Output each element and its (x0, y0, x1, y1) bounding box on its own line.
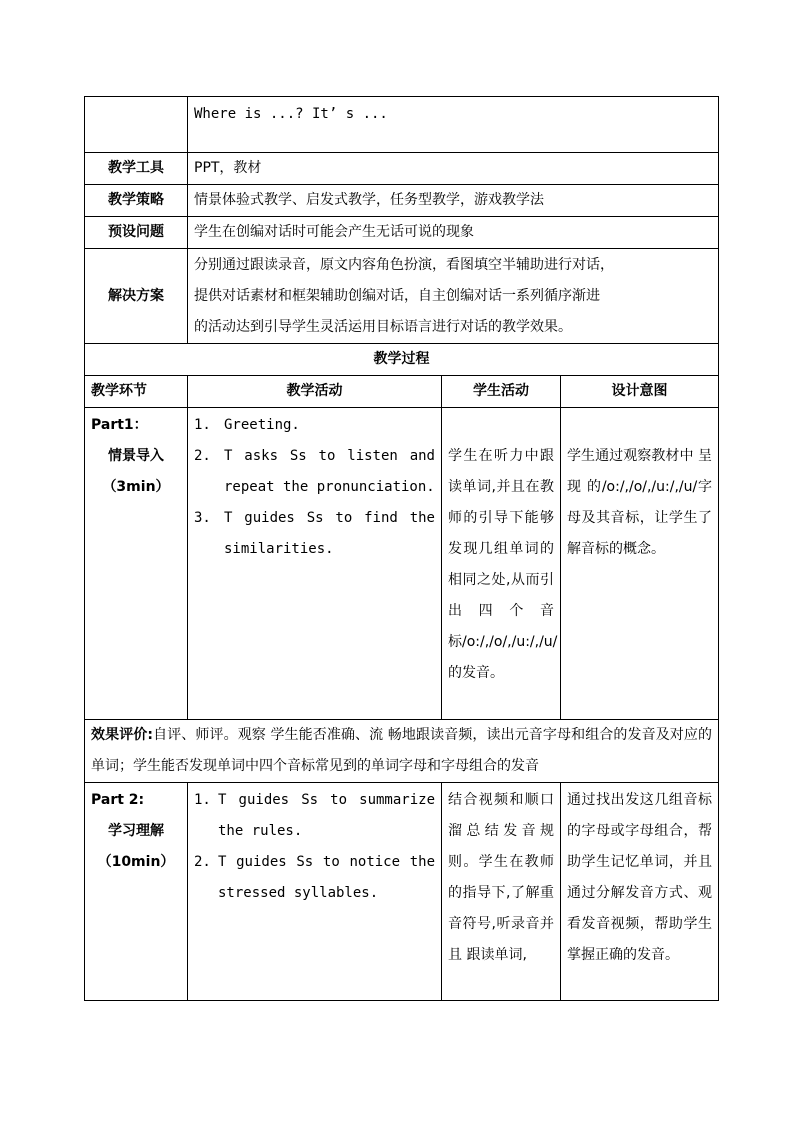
header-design: 设计意图 (561, 376, 719, 408)
part2-row (85, 783, 719, 1001)
solution-line: 的活动达到引导学生灵活运用目标语言进行对话的教学效果。 (194, 318, 572, 335)
evaluation-text: 自评、师评。观察 学生能否准确、流 畅地跟读音频，读出元音字母和组合的发音及对应的单词；学生能否发现单词中四个音标常见到的单词字母和字母组合的发音 (91, 727, 712, 774)
part1-row (85, 408, 719, 720)
part2-stage-title: Part 2: (91, 792, 145, 808)
header-student: 学生活动 (442, 376, 561, 408)
problem-value: 学生在创编对话时可能会产生无话可说的现象 (188, 217, 719, 249)
strategy-row (85, 185, 719, 217)
part1-stage-name: 情景导入 (108, 448, 164, 464)
tools-row (85, 153, 719, 185)
part2-teacher-activity (188, 783, 442, 1001)
target-language-cell: Where is ...? It’ s ... (188, 97, 719, 153)
strategy-label: 教学策略 (85, 185, 188, 217)
solution-value (188, 249, 719, 344)
top-row (85, 97, 719, 153)
evaluation-cell (85, 720, 719, 783)
problem-row (85, 217, 719, 249)
part2-design-intent: 通过找出发这几组音标的字母或字母组合，帮助学生记忆单词，并且通过分解发音方式、观看发音视频，帮助学生掌握正确的发音。 (561, 783, 719, 1001)
part2-stage-name: 学习理解 (108, 823, 164, 839)
part1-student-activity: 学生在听力中跟读单词,并且在教师的引导下能够发现几组单词的相同之处,从而引出四个音标/o:/,/o/,/u:/,/u/的发音。 (442, 408, 561, 720)
solution-line: 提供对话素材和框架辅助创编对话，自主创编对话一系列循序渐进 (194, 287, 600, 304)
part1-design-intent: 学生通过观察教材中 呈 现 的/o:/,/o/,/u:/,/u/字母及其音标，让学生了解音标的概念。 (561, 408, 719, 720)
part2-stage-time: （10min） (97, 854, 175, 870)
list-item: 2. T asks Ss to listen and repeat the pronunciation. (194, 448, 435, 495)
evaluation-row (85, 720, 719, 783)
evaluation-label: 效果评价: (91, 727, 153, 743)
header-teacher: 教学活动 (188, 376, 442, 408)
tools-value: PPT，教材 (188, 153, 719, 185)
list-item: 3. T guides Ss to find the similarities. (194, 510, 435, 557)
list-item: 2. T guides Ss to notice the stressed syllables. (194, 854, 435, 901)
process-title: 教学过程 (85, 344, 719, 376)
lesson-plan-table (84, 96, 719, 1001)
solution-label: 解决方案 (85, 249, 188, 344)
tools-label: 教学工具 (85, 153, 188, 185)
solution-line: 分别通过跟读录音，原文内容角色扮演，看图填空半辅助进行对话， (194, 256, 614, 273)
top-row-label-cell (85, 97, 188, 153)
header-stage: 教学环节 (85, 376, 188, 408)
list-item: 1. T guides Ss to summarize the rules. (194, 792, 435, 839)
part2-student-activity: 结合视频和顺口溜总结发音规则。学生在教师的指导下,了解重音符号,听录音并且 跟读单词, (442, 783, 561, 1001)
problem-label: 预设问题 (85, 217, 188, 249)
part1-stage-time: （3min） (102, 479, 170, 495)
header-row (85, 376, 719, 408)
part1-teacher-activity (188, 408, 442, 720)
part2-stage (85, 783, 188, 1001)
part1-stage (85, 408, 188, 720)
part1-stage-title: Part1： (91, 417, 148, 433)
list-item: 1. Greeting. (194, 417, 300, 433)
process-title-row (85, 344, 719, 376)
solution-row (85, 249, 719, 344)
strategy-value: 情景体验式教学、启发式教学，任务型教学，游戏教学法 (188, 185, 719, 217)
